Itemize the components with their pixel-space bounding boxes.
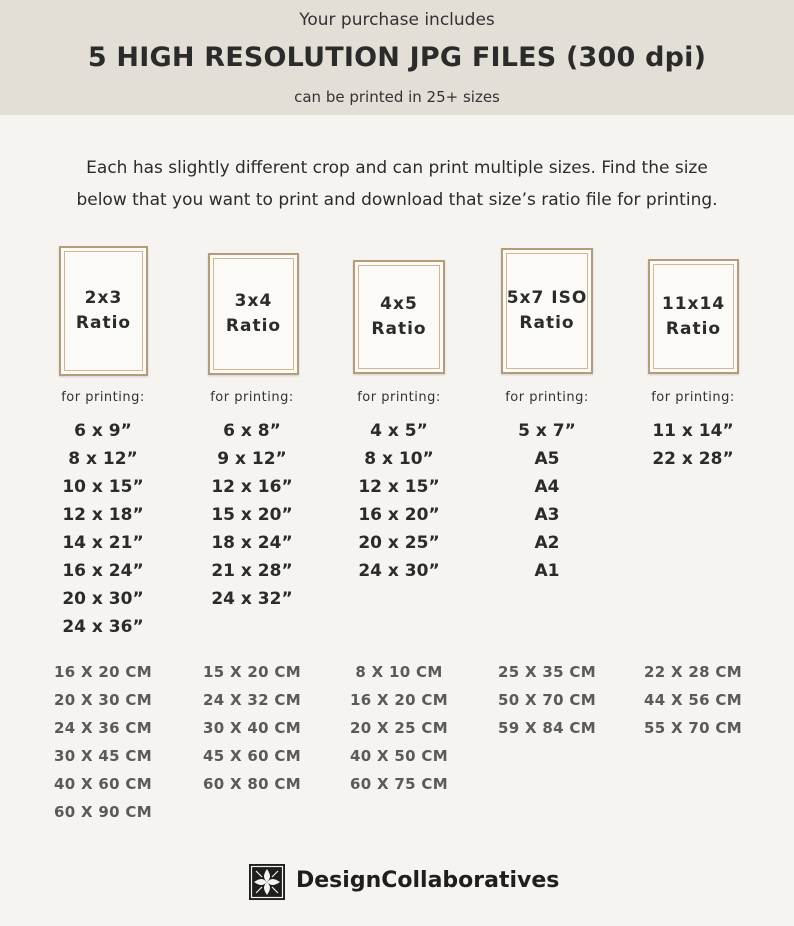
- inch-size-item: 16 x 20”: [358, 505, 440, 525]
- cm-size-item: 24 X 32 CM: [203, 691, 301, 709]
- cm-size-list: [325, 658, 473, 798]
- cm-size-item: 16 X 20 CM: [54, 663, 152, 681]
- cm-size-item: 30 X 40 CM: [203, 719, 301, 737]
- diamond-petal-logo-icon: [249, 864, 285, 900]
- ratio-column-5x7-iso: [473, 0, 621, 926]
- cm-size-list: [178, 658, 326, 798]
- cm-size-item: 60 X 80 CM: [203, 775, 301, 793]
- inch-size-list: [178, 417, 326, 613]
- cm-size-item: 25 X 35 CM: [498, 663, 596, 681]
- ratio-column-4x5: [325, 0, 473, 926]
- ratio-label: 4x5 Ratio: [371, 294, 427, 339]
- inch-size-item: 5 x 7”: [518, 421, 576, 441]
- cm-size-item: 60 X 90 CM: [54, 803, 152, 821]
- inch-size-item: 4 x 5”: [370, 421, 428, 441]
- inch-size-item: 14 x 21”: [62, 533, 144, 553]
- inch-size-item: 24 x 36”: [62, 617, 144, 637]
- ratio-label: 11x14 Ratio: [661, 293, 726, 339]
- ratio-frame-2x3: [59, 246, 148, 376]
- ratio-frame-3x4: [208, 253, 299, 375]
- cm-size-item: 55 X 70 CM: [644, 719, 742, 737]
- cm-size-item: 40 X 60 CM: [54, 775, 152, 793]
- brand-name: DesignCollaboratives: [296, 868, 560, 893]
- cm-size-item: 22 X 28 CM: [644, 663, 742, 681]
- cm-size-item: 50 X 70 CM: [498, 691, 596, 709]
- inch-size-item: 21 x 28”: [211, 561, 293, 581]
- for-printing-label: for printing:: [505, 390, 589, 405]
- inch-size-list: [473, 417, 621, 585]
- inch-size-list: [325, 417, 473, 585]
- inch-size-item: A5: [534, 449, 560, 469]
- intro-line-2: below that you want to print and download that size’s ratio file for printing.: [76, 190, 718, 210]
- cm-size-list: [619, 658, 767, 742]
- inch-size-item: 24 x 32”: [211, 589, 293, 609]
- inch-size-item: 8 x 10”: [364, 449, 434, 469]
- inch-size-item: 20 x 25”: [358, 533, 440, 553]
- cm-size-list: [29, 658, 177, 826]
- cm-size-list: [473, 658, 621, 742]
- ratio-frame-4x5: [353, 260, 445, 374]
- inch-size-item: 12 x 15”: [358, 477, 440, 497]
- inch-size-item: 15 x 20”: [211, 505, 293, 525]
- ratio-label: 5x7 ISO Ratio: [506, 288, 588, 333]
- for-printing-label: for printing:: [61, 390, 145, 405]
- intro-line-1: Each has slightly different crop and can print multiple sizes. Find the size: [86, 158, 708, 178]
- for-printing-label: for printing:: [357, 390, 441, 405]
- inch-size-item: A4: [534, 477, 560, 497]
- inch-size-item: A2: [534, 533, 560, 553]
- ratio-column-11x14: [619, 0, 767, 926]
- ratio-column-2x3: [29, 0, 177, 926]
- for-printing-label: for printing:: [210, 390, 294, 405]
- brand-footer: [0, 862, 794, 902]
- inch-size-item: 12 x 18”: [62, 505, 144, 525]
- cm-size-item: 20 X 30 CM: [54, 691, 152, 709]
- inch-size-item: A1: [534, 561, 560, 581]
- cm-size-item: 24 X 36 CM: [54, 719, 152, 737]
- inch-size-item: 10 x 15”: [62, 477, 144, 497]
- cm-size-item: 20 X 25 CM: [350, 719, 448, 737]
- cm-size-item: 30 X 45 CM: [54, 747, 152, 765]
- header-subtitle-top: Your purchase includes: [299, 10, 495, 30]
- inch-size-item: 11 x 14”: [652, 421, 734, 441]
- cm-size-item: 59 X 84 CM: [498, 719, 596, 737]
- inch-size-list: [29, 417, 177, 641]
- ratio-label: 3x4 Ratio: [225, 291, 282, 336]
- cm-size-item: 15 X 20 CM: [203, 663, 301, 681]
- ratio-column-3x4: [178, 0, 326, 926]
- cm-size-item: 60 X 75 CM: [350, 775, 448, 793]
- ratio-frame-11x14: [648, 259, 739, 374]
- for-printing-label: for printing:: [651, 390, 735, 405]
- cm-size-item: 44 X 56 CM: [644, 691, 742, 709]
- inch-size-item: 6 x 9”: [74, 421, 132, 441]
- inch-size-item: A3: [534, 505, 560, 525]
- cm-size-item: 8 X 10 CM: [355, 663, 443, 681]
- inch-size-item: 6 x 8”: [223, 421, 281, 441]
- inch-size-item: 8 x 12”: [68, 449, 138, 469]
- inch-size-item: 24 x 30”: [358, 561, 440, 581]
- inch-size-item: 16 x 24”: [62, 561, 144, 581]
- inch-size-item: 22 x 28”: [652, 449, 734, 469]
- ratio-label: 2x3 Ratio: [75, 288, 132, 333]
- inch-size-item: 9 x 12”: [217, 449, 287, 469]
- inch-size-item: 12 x 16”: [211, 477, 293, 497]
- ratio-frame-5x7-iso: [501, 248, 593, 374]
- header-title: 5 HIGH RESOLUTION JPG FILES (300 dpi): [87, 42, 707, 73]
- cm-size-item: 40 X 50 CM: [350, 747, 448, 765]
- cm-size-item: 45 X 60 CM: [203, 747, 301, 765]
- cm-size-item: 16 X 20 CM: [350, 691, 448, 709]
- inch-size-item: 20 x 30”: [62, 589, 144, 609]
- header-subtitle-bottom: can be printed in 25+ sizes: [294, 88, 500, 106]
- inch-size-item: 18 x 24”: [211, 533, 293, 553]
- inch-size-list: [619, 417, 767, 473]
